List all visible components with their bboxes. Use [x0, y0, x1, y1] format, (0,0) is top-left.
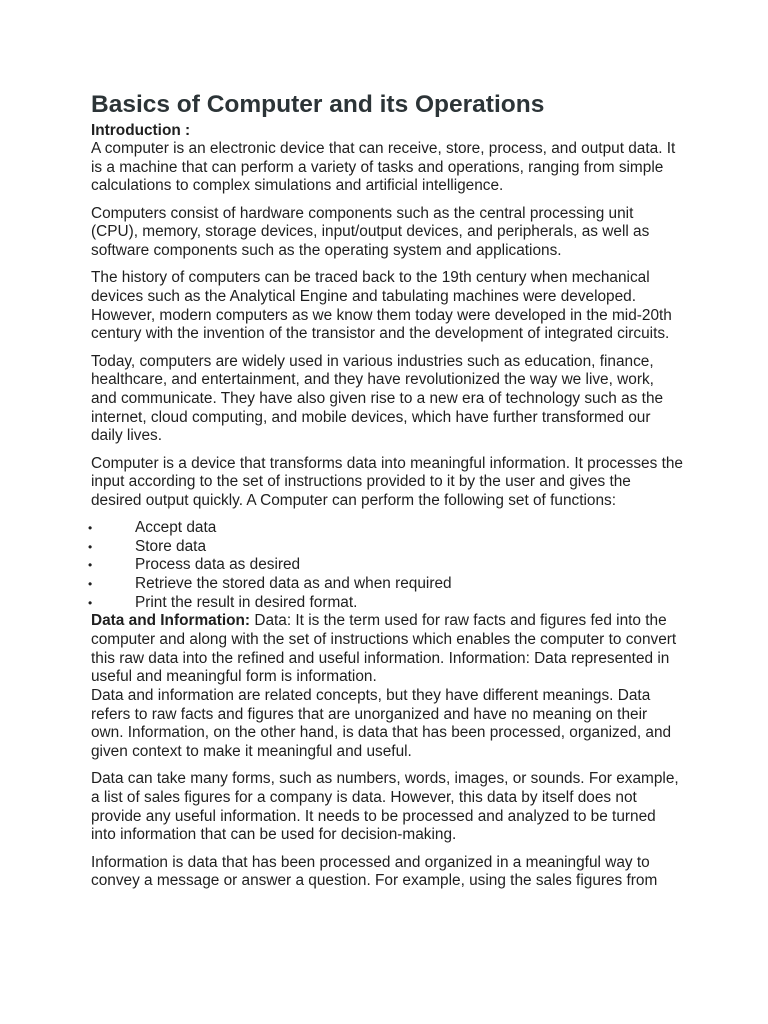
list-item-text: Store data [135, 537, 207, 555]
functions-list [88, 519, 683, 612]
introduction-heading: Introduction : [91, 122, 191, 139]
paragraph-functions-intro: Computer is a device that transforms data into meaningful information. It processes the input according to the set of instructions provided to it by the user and gives the desired output quickly. A Computer can perform the following set of functions: [91, 454, 683, 509]
list-item-text: Retrieve the stored data as and when required [135, 574, 452, 592]
document-title: Basics of Computer and its Operations [91, 91, 545, 118]
data-information-text: Data: It is the term used for raw facts and figures fed into the computer and along with the set of instructions which enables the computer to convert this raw data into the refined and useful information. Information: Data represented in useful and meaningful form is information. [91, 612, 677, 686]
list-item-text: Process data as desired [135, 556, 301, 574]
bullet-icon: • [88, 595, 93, 610]
list-item [88, 519, 683, 538]
paragraph-history: The history of computers can be traced back to the 19th century when mechanical devices such as the Analytical Engine and tabulating machines were developed. However, modern computers as we know them today were developed in the mid-20th century with the invention of the transistor and the development of integrated circuits. [91, 269, 672, 343]
data-information-label: Data and Information: [91, 612, 251, 630]
paragraph-information: Information is data that has been processed and organized in a meaningful way to convey a message or answer a question. For example, using the sales figures from [91, 853, 658, 890]
list-item-text: Accept data [135, 519, 217, 537]
list-item-text: Print the result in desired format. [135, 593, 358, 611]
paragraph-today: Today, computers are widely used in various industries such as education, finance, healthcare, and entertainment, and they have revolutionized the way we live, work, and communicate. They have also given rise to a new era of technology such as the internet, cloud computing, and mobile devices, which have further transformed our daily lives. [91, 352, 664, 445]
bullet-icon: • [88, 558, 93, 573]
paragraph-data-vs-information: Data and information are related concepts, but they have different meanings. Data refers to raw facts and figures that are unorganized and have no meaning on their own. Information, on the other hand, is data that has been processed, organized, and given context to make it meaningful and useful. [91, 686, 672, 761]
bullet-icon: • [88, 521, 93, 536]
list-item [88, 537, 683, 557]
paragraph-data-information [91, 612, 683, 687]
list-item [88, 556, 683, 575]
list-item [88, 574, 683, 594]
paragraph-components: Computers consist of hardware components such as the central processing unit (CPU), memory, storage devices, input/output devices, and peripherals, as well as software components such as the operating system and applications. [91, 204, 650, 260]
paragraph-definition: A computer is an electronic device that can receive, store, process, and output data. It is a machine that can perform a variety of tasks and operations, ranging from simple calculations to complex simulations and artificial intelligence. [91, 140, 676, 195]
document-page [88, 90, 683, 899]
bullet-icon: • [88, 576, 93, 591]
list-item [88, 593, 683, 613]
bullet-icon: • [88, 539, 93, 554]
paragraph-data-forms: Data can take many forms, such as numbers, words, images, or sounds. For example, a list of sales figures for a company is data. However, this data by itself does not provide any useful information. It needs to be processed and analyzed to be turned into information that can be used for decision-making. [91, 770, 679, 844]
